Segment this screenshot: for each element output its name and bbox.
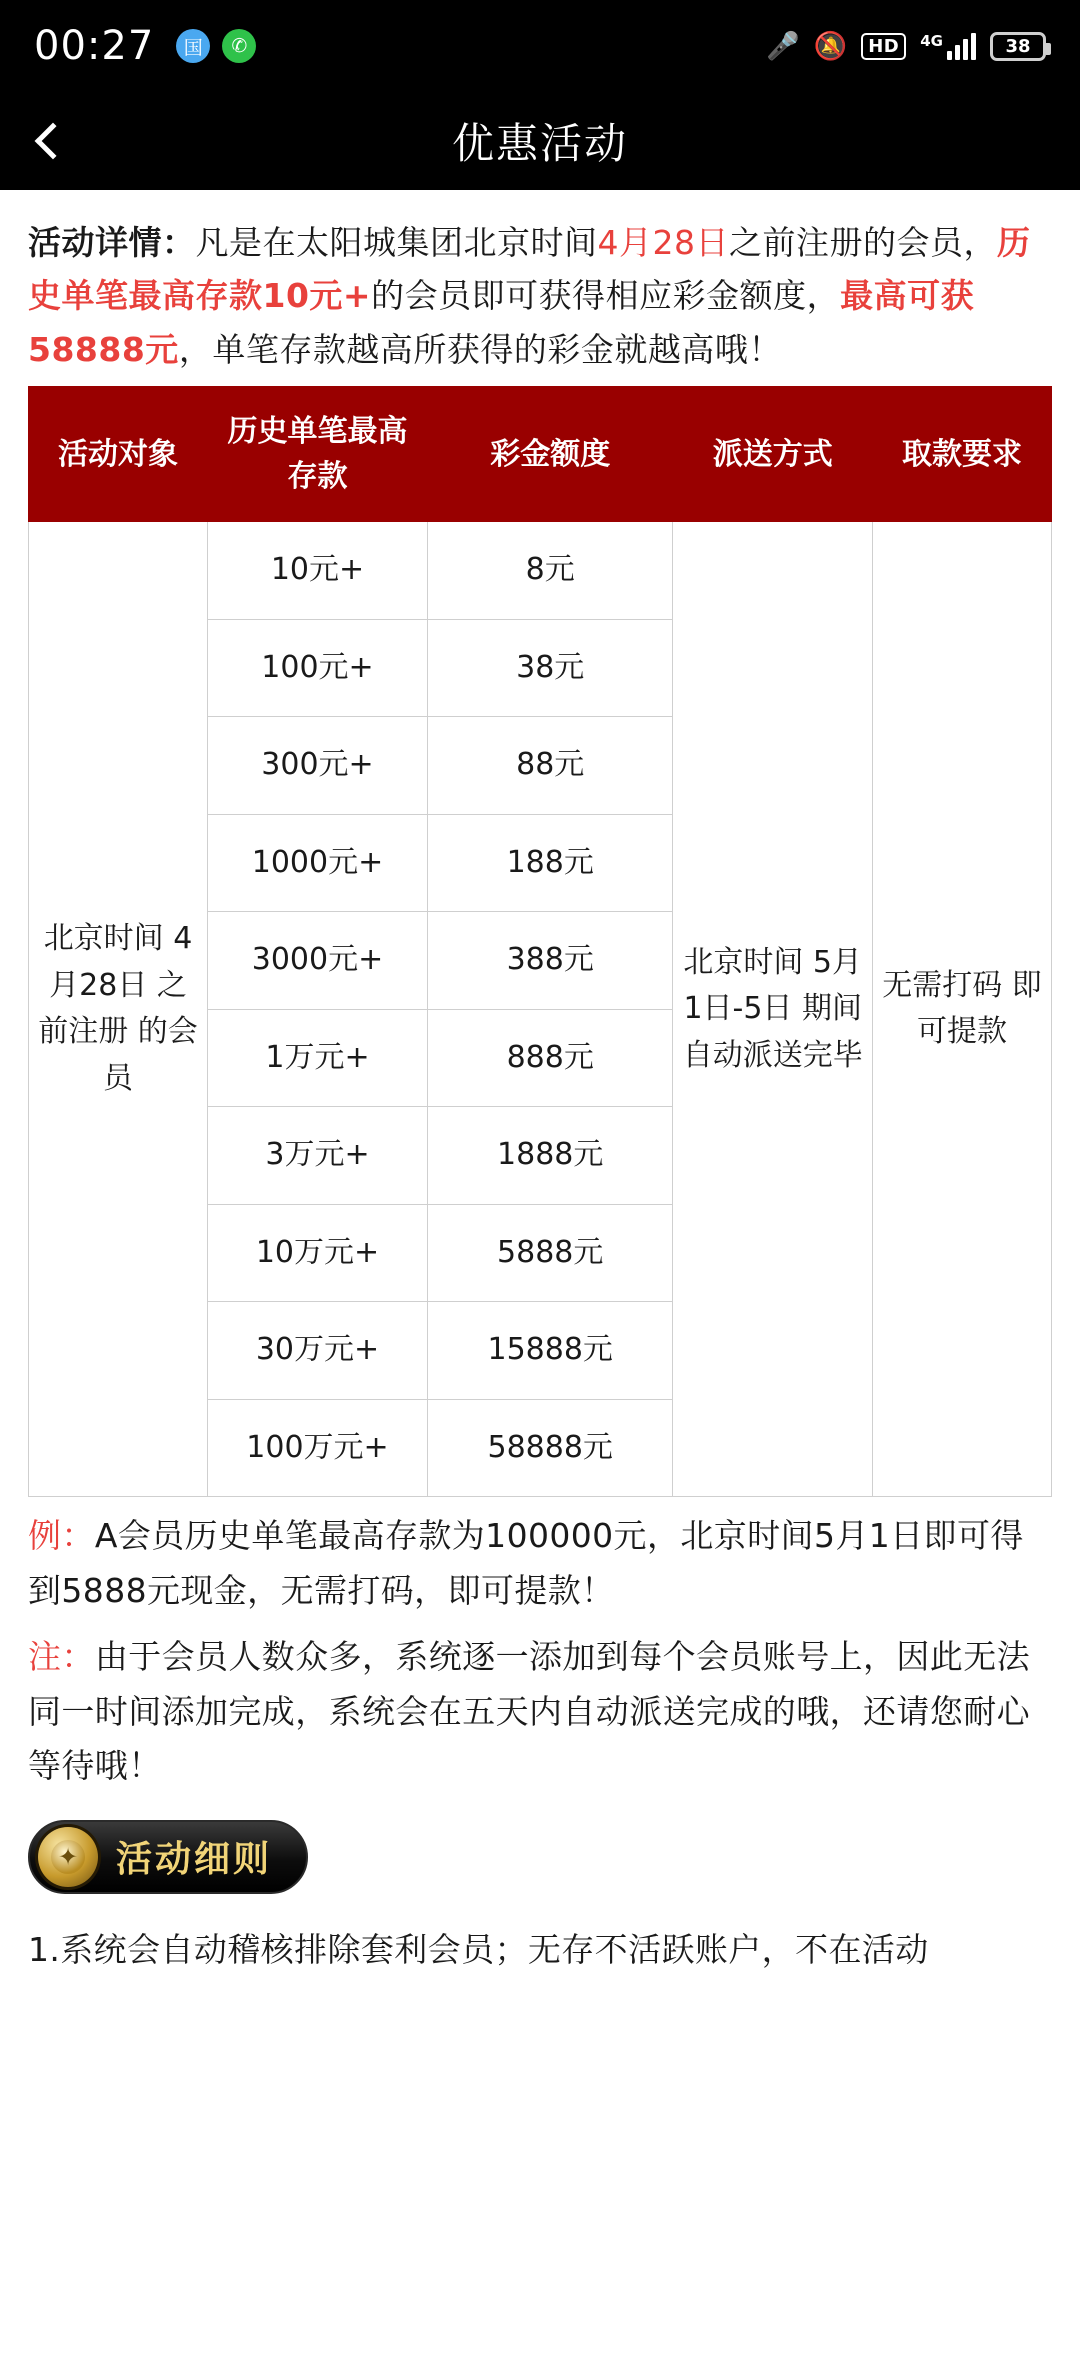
signal-icon [920, 32, 976, 60]
detail-text-1: 凡是在太阳城集团北京时间 [195, 223, 598, 262]
table-row [29, 522, 1052, 620]
rule-item-1: 1.系统会自动稽核排除套利会员；无存不活跃账户，不在活动 [28, 1929, 929, 1969]
cell-bonus: 58888元 [427, 1399, 673, 1497]
status-bar [0, 0, 1080, 92]
cell-deposit: 10万元+ [208, 1204, 428, 1302]
page-content [0, 190, 1080, 2376]
activity-detail-label: 活动详情： [28, 223, 196, 262]
status-right-cluster [766, 32, 1046, 61]
signal-bars-icon [947, 32, 976, 60]
cell-deposit: 3000元+ [208, 912, 428, 1010]
cell-deposit: 1万元+ [208, 1009, 428, 1107]
microphone-icon: 🎤 [765, 30, 800, 62]
table-header-withdraw: 取款要求 [872, 387, 1051, 522]
hd-icon: HD [861, 33, 906, 60]
network-type-label: 4G [920, 32, 943, 50]
cell-target: 北京时间 4月28日 之前注册 的会员 [29, 522, 208, 1497]
remark-note [28, 1630, 1052, 1793]
cell-deposit: 100元+ [208, 619, 428, 717]
cell-bonus: 88元 [427, 717, 673, 815]
cell-bonus: 15888元 [427, 1302, 673, 1400]
clipped-text-above [28, 190, 1052, 204]
cell-deposit: 10元+ [208, 522, 428, 620]
detail-text-4: 的会员即可获得相应彩金额度， [371, 276, 841, 316]
app-header [0, 92, 1080, 190]
cell-bonus: 8元 [427, 522, 673, 620]
example-label: 例： [28, 1516, 95, 1556]
detail-highlight-2: 最高可获58888元 [28, 276, 975, 369]
cell-deposit: 1000元+ [208, 814, 428, 912]
cell-bonus: 188元 [427, 814, 673, 912]
detail-text-5: ，单笔存款越高所获得的彩金就越高哦！ [178, 329, 782, 369]
battery-icon [990, 32, 1046, 61]
cell-delivery: 北京时间 5月1日-5日 期间自动派送完毕 [673, 522, 872, 1497]
cell-bonus: 38元 [427, 619, 673, 717]
table-header-bonus: 彩金额度 [427, 387, 673, 522]
example-note [28, 1509, 1052, 1618]
cell-deposit: 300元+ [208, 717, 428, 815]
status-time: 00:27 [34, 23, 155, 69]
detail-highlight-1: 历史单笔最高存款10元+ [28, 223, 1031, 316]
ime-badge-icon: 国 [176, 29, 210, 63]
cell-bonus: 388元 [427, 912, 673, 1010]
example-text: A会员历史单笔最高存款为100000元，北京时间5月1日即可得到5888元现金，无需打码，即可提款！ [28, 1516, 1024, 1610]
promo-table [28, 386, 1052, 1497]
status-badges [176, 29, 256, 63]
cell-bonus: 1888元 [427, 1107, 673, 1205]
remark-text: 由于会员人数众多，系统逐一添加到每个会员账号上，因此无法同一时间添加完成，系统会在五天内自动派送完成的哦，还请您耐心等待哦！ [28, 1637, 1031, 1786]
table-header-delivery: 派送方式 [673, 387, 872, 522]
activity-rules-label: 活动细则 [116, 1831, 272, 1882]
page-title: 优惠活动 [451, 119, 628, 168]
cell-withdraw: 无需打码 即可提款 [872, 522, 1051, 1497]
table-header-deposit: 历史单笔最高存款 [208, 387, 428, 522]
cell-deposit: 100万元+ [208, 1399, 428, 1497]
wechat-badge-icon: ✆ [222, 29, 256, 63]
remark-label: 注： [28, 1637, 95, 1677]
detail-text-3: 员， [930, 223, 997, 262]
battery-level-label: 38 [1005, 35, 1031, 57]
cell-deposit: 3万元+ [208, 1107, 428, 1205]
table-header-row [29, 387, 1052, 522]
activity-detail-paragraph [28, 216, 1052, 376]
activity-rules-badge [28, 1820, 308, 1894]
detail-text-2: 之前注册的会 [729, 223, 930, 262]
detail-date: 4月28日 [597, 223, 729, 262]
mute-bell-icon: 🔕 [813, 30, 848, 62]
cell-bonus: 888元 [427, 1009, 673, 1107]
cell-deposit: 30万元+ [208, 1302, 428, 1400]
table-header-target: 活动对象 [29, 387, 208, 522]
medal-icon [38, 1827, 98, 1887]
cell-bonus: 5888元 [427, 1204, 673, 1302]
